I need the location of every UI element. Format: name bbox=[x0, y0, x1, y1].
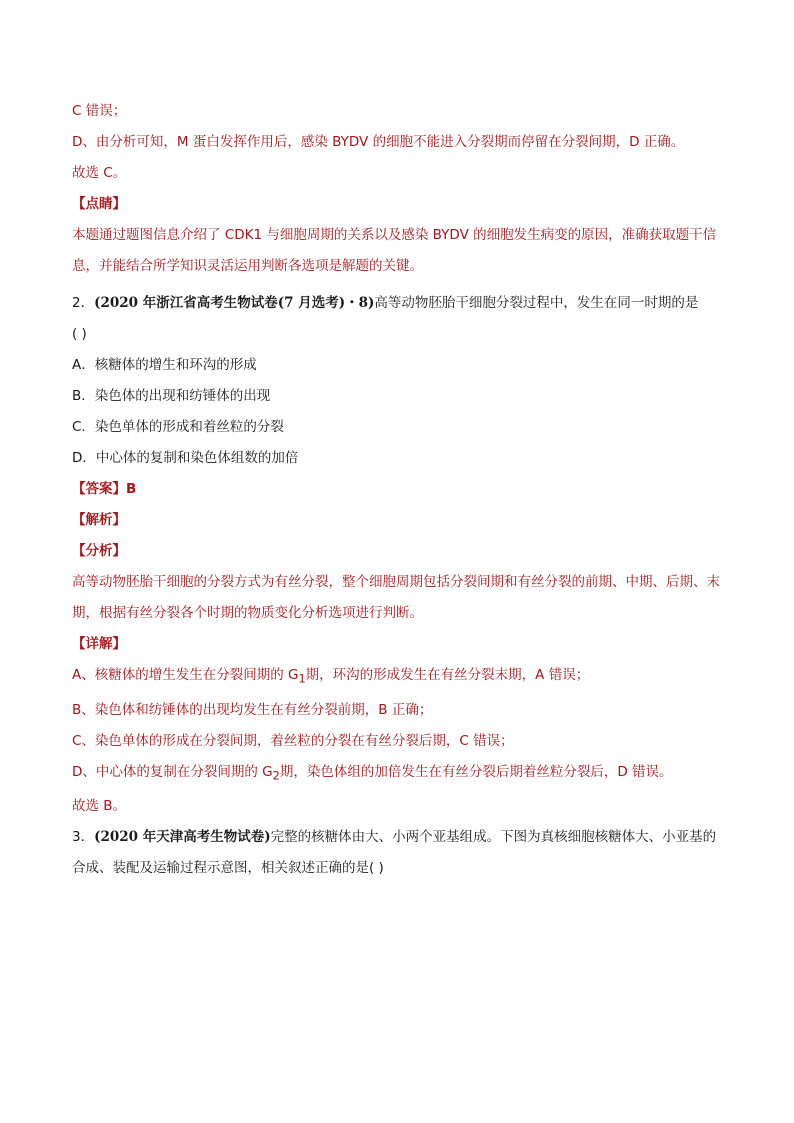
question-3-stem bbox=[72, 822, 728, 884]
xiangjie-heading: 【详解】 bbox=[72, 636, 126, 652]
option-a: A．核糖体的增生和环沟的形成 bbox=[72, 357, 257, 373]
document-content bbox=[72, 96, 728, 884]
analysis-line-d: D、由分析可知，M 蛋白发挥作用后，感染 BYDV 的细胞不能进入分裂期而停留在分裂间期，D 正确。 bbox=[72, 134, 685, 150]
option-b: B．染色体的出现和纺锤体的出现 bbox=[72, 388, 271, 404]
detail-line-b bbox=[72, 695, 728, 726]
detail-line-c bbox=[72, 726, 728, 757]
question-2-conclusion: 故选 B。 bbox=[72, 798, 127, 815]
analysis-line-c: C 错误； bbox=[72, 103, 127, 119]
question-3-number: 3． bbox=[72, 829, 95, 846]
detail-d-sub: 2 bbox=[272, 769, 280, 783]
question-3-text: 完整的核糖体由大、小两个亚基组成。下图为真核细胞核糖体大、小亚基的合成、装配及运输过程示意图，相关叙述正确的是( ) bbox=[72, 829, 717, 877]
question-2-source: (2020 年浙江省高考生物试卷(7 月选考)・8) bbox=[94, 295, 375, 311]
option-d: D．中心体的复制和染色体组数的加倍 bbox=[72, 450, 299, 466]
question-2-text: 高等动物胚胎干细胞分裂过程中，发生在同一时期的是 bbox=[374, 295, 699, 311]
detail-d-pre: D、中心体的复制在分裂间期的 G bbox=[72, 763, 273, 780]
answer-line: 【答案】B bbox=[72, 481, 137, 497]
detail-line-d bbox=[72, 757, 728, 792]
option-c: C．染色单体的形成和着丝粒的分裂 bbox=[72, 419, 284, 435]
detail-b-text: B、染色体和纺锤体的出现均发生在有丝分裂前期，B 正确； bbox=[72, 701, 433, 718]
detail-line-a bbox=[72, 660, 728, 695]
conclusion-line: 故选 C。 bbox=[72, 165, 127, 181]
detail-c-text: C、染色单体的形成在分裂间期，着丝粒的分裂在有丝分裂后期，C 错误； bbox=[72, 732, 514, 749]
detail-d-post: 期，染色体组的加倍发生在有丝分裂后期着丝粒分裂后，D 错误。 bbox=[279, 763, 673, 780]
dianjing-heading: 【点睛】 bbox=[72, 196, 126, 212]
question-2-blank: ( ) bbox=[72, 326, 87, 342]
dianjing-paragraph: 本题通过题图信息介绍了 CDK1 与细胞周期的关系以及感染 BYDV 的细胞发生病变的原因，准确获取题干信息，并能结合所学知识灵活运用判断各选项是解题的关键。 bbox=[72, 227, 717, 274]
detail-a-pre: A、核糖体的增生发生在分裂间期的 G bbox=[72, 667, 299, 683]
fenxi-heading: 【分析】 bbox=[72, 543, 126, 559]
detail-a-post: 期，环沟的形成发生在有丝分裂末期，A 错误； bbox=[305, 667, 590, 683]
jiexi-heading: 【解析】 bbox=[72, 512, 126, 528]
detail-a-sub: 1 bbox=[298, 672, 306, 686]
question-2-stem bbox=[72, 288, 728, 319]
question-2-number: 2． bbox=[72, 295, 95, 311]
fenxi-paragraph: 高等动物胚胎干细胞的分裂方式为有丝分裂，整个细胞周期包括分裂间期和有丝分裂的前期、中期、后期、末期，根据有丝分裂各个时期的物质变化分析选项进行判断。 bbox=[72, 574, 720, 621]
question-3-source: (2020 年天津高考生物试卷) bbox=[94, 829, 271, 846]
